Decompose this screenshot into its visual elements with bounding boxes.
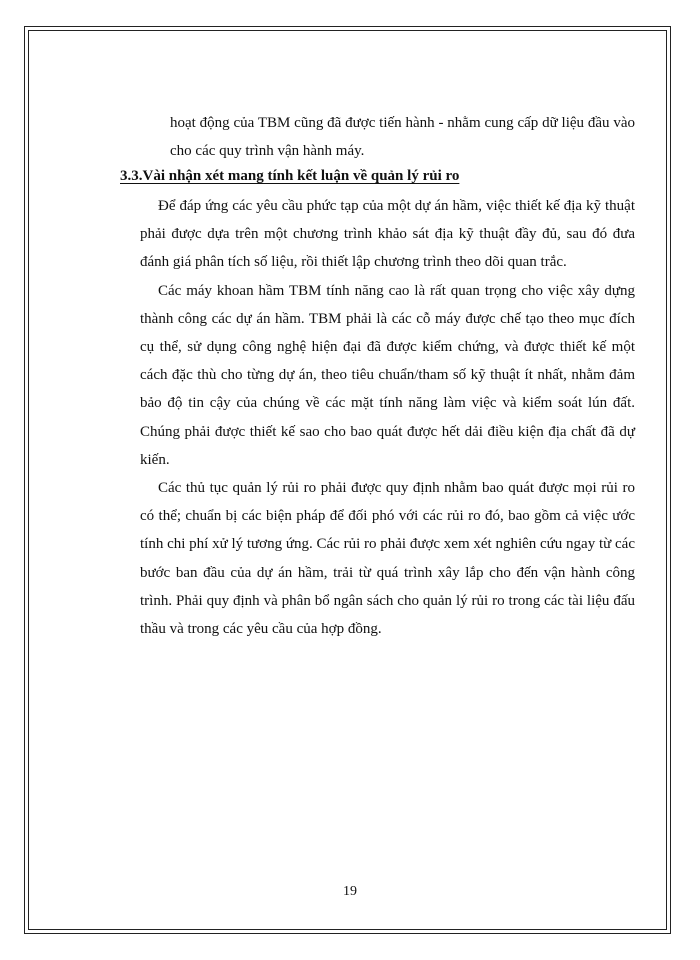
continuation-text: hoạt động của TBM cũng đã được tiến hành - nhằm cung cấp dữ liệu đầu vào cho các quy trình vận hành máy. bbox=[170, 115, 635, 159]
section-heading: 3.3.Vài nhận xét mang tính kết luận về quản lý rủi ro bbox=[120, 168, 460, 184]
paragraph-3: Các thủ tục quản lý rủi ro phải được quy định nhằm bao quát được mọi rủi ro có thể; chuẩn bị các biện pháp để đối phó với các rủi ro đó, bao gồm cả việc ước tính chi phí xử lý tương ứng. Các rủi ro phải được xem xét nghiên cứu ngay từ các bước ban đầu của dự án hầm, trải từ quá trình xây lắp cho đến vận hành công trình. Phải quy định và phân bổ ngân sách cho quản lý rủi ro trong các tài liệu đấu thầu và trong các yêu cầu của hợp đồng. bbox=[140, 480, 635, 638]
page-number: 19 bbox=[343, 884, 357, 899]
body-text bbox=[140, 192, 635, 643]
paragraph-1: Để đáp ứng các yêu cầu phức tạp của một dự án hầm, việc thiết kế địa kỹ thuật phải được dựa trên một chương trình khảo sát địa kỹ thuật đầy đủ, sau đó đưa đánh giá phân tích số liệu, rồi thiết lập chương trình theo dõi quan trắc. bbox=[140, 198, 635, 271]
paragraph-2: Các máy khoan hầm TBM tính năng cao là rất quan trọng cho việc xây dựng thành công các dự án hầm. TBM phải là các cỗ máy được chế tạo theo mục đích cụ thể, sử dụng công nghệ hiện đại đã được kiểm chứng, và được thiết kế một cách đặc thù cho từng dự án, theo tiêu chuẩn/tham số kỹ thuật ít nhất, nhằm đảm bảo độ tin cậy của chúng về các mặt tính năng làm việc và kiểm soát lún đất. Chúng phải được thiết kế sao cho bao quát được hết dải điều kiện địa chất đã dự kiến. bbox=[140, 282, 635, 468]
